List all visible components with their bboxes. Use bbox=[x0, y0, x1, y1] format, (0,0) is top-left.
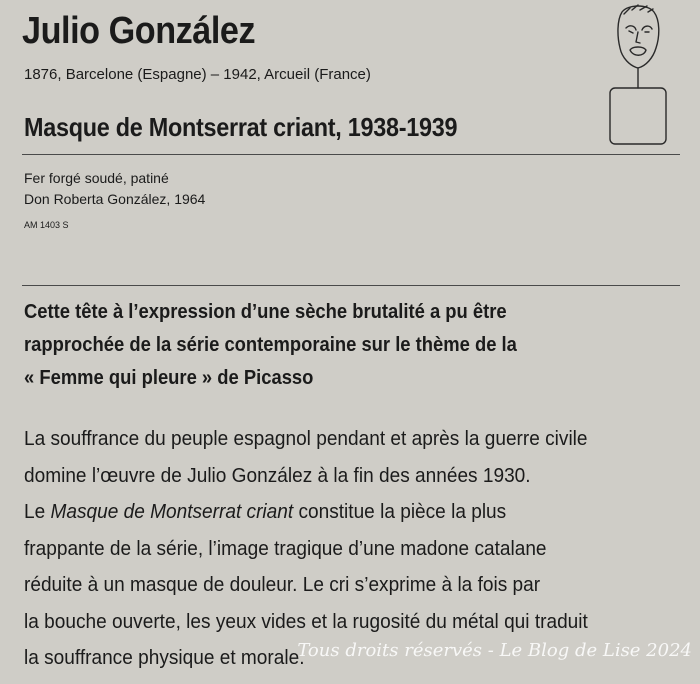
body-line-text: constitue la pièce la plus bbox=[293, 500, 507, 523]
artwork-title-italic: Masque de Montserrat criant bbox=[50, 500, 294, 523]
body-line: frappante de la série, l’image tragique d’une madone catalane bbox=[24, 536, 547, 560]
body-line-text: Le bbox=[24, 500, 51, 523]
body-line: la souffrance physique et morale. bbox=[24, 646, 305, 669]
divider-top bbox=[22, 154, 680, 155]
divider-middle bbox=[22, 285, 680, 286]
artwork-material: Fer forgé soudé, patiné bbox=[24, 170, 169, 186]
intro-line: rapprochée de la série contemporaine sur le thème de la bbox=[24, 334, 517, 356]
intro-line: Cette tête à l’expression d’une sèche brutalité a pu être bbox=[24, 301, 507, 323]
artwork-inventory: AM 1403 S bbox=[24, 220, 69, 230]
artwork-title: Masque de Montserrat criant, 1938-1939 bbox=[24, 112, 458, 142]
watermark: Tous droits réservés - Le Blog de Lise 2024 bbox=[297, 640, 692, 661]
body-paragraph bbox=[24, 421, 656, 677]
body-line: domine l’œuvre de Julio González à la fin des années 1930. bbox=[24, 463, 531, 487]
artist-name: Julio González bbox=[22, 10, 256, 52]
body-line: la bouche ouverte, les yeux vides et la rugosité du métal qui traduit bbox=[24, 609, 588, 633]
body-line: réduite à un masque de douleur. Le cri s’exprime à la fois par bbox=[24, 573, 541, 596]
body-line bbox=[24, 494, 656, 531]
mask-sketch-icon bbox=[600, 2, 672, 152]
artist-dates: 1876, Barcelone (Espagne) – 1942, Arcueil (France) bbox=[24, 66, 371, 83]
artwork-donation: Don Roberta González, 1964 bbox=[24, 191, 206, 207]
intro-line: « Femme qui pleure » de Picasso bbox=[24, 367, 314, 389]
intro-paragraph bbox=[24, 296, 631, 395]
body-line: La souffrance du peuple espagnol pendant et après la guerre civile bbox=[24, 427, 588, 450]
